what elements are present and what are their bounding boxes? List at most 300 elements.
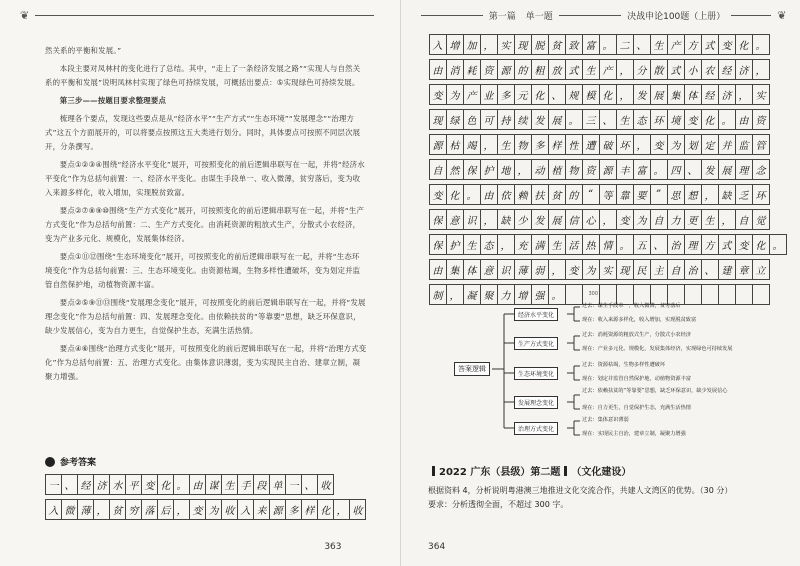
grid-cell: 的: [514, 60, 531, 80]
grid-cell: 、: [650, 235, 667, 255]
step-paragraph: 梳理各个要点，发现这些要点是从“经济水平”“生产方式”“生态环境”“发展理念”“治理方式”这五个方面展开的，可以将要点按照这五大类进行划分。同时，具体要点可按照不同层次展开，分条撰写。: [45, 114, 361, 151]
grid-cell: 源: [497, 60, 514, 80]
summary-paragraph: 本段主要对凤林村的变化进行了总结。其中，“走上了一条经济发展之路”“实现人与自然关系的平衡和发展”说明凤林村实现了绿色可持续发展，可概括出要点：⑤实现绿色可持续发展。: [45, 64, 361, 87]
grid-cell: 化: [158, 475, 174, 495]
grid-cell: 变: [429, 185, 446, 205]
grid-cell: 、: [302, 475, 318, 495]
grid-cell: ，: [735, 85, 752, 105]
grid-cell: 信: [565, 210, 582, 230]
grid-cell: 变: [616, 210, 633, 230]
question-requirement: 要求：分析透彻全面，不超过 300 字。: [428, 500, 569, 509]
grid-cell: ，: [497, 235, 514, 255]
grid-cell: 心: [582, 210, 599, 230]
grid-cell: 展: [548, 210, 565, 230]
grid-cell: 资: [582, 160, 599, 180]
grid-cell: 力: [497, 285, 514, 305]
grid-cell: 集: [667, 85, 684, 105]
header-rule: [731, 15, 771, 16]
diagram-after: 现在：自力更生，自觉保护生态，充满生活热情: [582, 405, 691, 411]
grid-cell: 样: [302, 500, 318, 520]
grid-cell: 展: [650, 85, 667, 105]
grid-cell: 入: [429, 35, 446, 55]
grid-cell: 化: [531, 85, 548, 105]
grid-cell: 贫: [110, 500, 126, 520]
grid-cell: 护: [480, 160, 497, 180]
grid-cell: 化: [701, 110, 718, 130]
grid-cell: 多: [286, 500, 302, 520]
diagram-before: 过去：资源枯竭，生物多样性遭破坏: [582, 362, 666, 368]
grid-cell: 变: [718, 35, 735, 55]
grid-cell: ，: [616, 85, 633, 105]
grid-cell: 经: [78, 475, 94, 495]
grid-cell: 扶: [531, 185, 548, 205]
grid-cell: 资: [752, 110, 769, 130]
grid-cell: 并: [718, 135, 735, 155]
grid-cell: 来: [254, 500, 270, 520]
grid-row: [429, 210, 786, 230]
grid-cell: [752, 285, 769, 305]
step-paragraph: 要点②⑤⑨⑪⑬围绕“发展理念变化”展开，可按照变化的前后逻辑串联写在一起，并将“发展理念变化”作为总括句前置：四、发展理念变化。由依赖扶贫的“等靠要”思想，缺乏环保意识，缺少发展信心，变为自力更生，自觉保护生态，充满生活热情。: [45, 298, 366, 335]
grid-cell: ，: [599, 210, 616, 230]
grid-cell: 活: [565, 235, 582, 255]
question-title-tag: （文化建设）: [571, 467, 632, 478]
grid-cell: 多: [497, 85, 514, 105]
grid-cell: 意: [446, 210, 463, 230]
grid-cell: 保: [429, 235, 446, 255]
grid-cell: 变: [565, 260, 582, 280]
grid-cell: 四: [667, 160, 684, 180]
grid-cell: 。: [718, 110, 735, 130]
grid-cell: 续: [514, 110, 531, 130]
grid-cell: 方: [684, 35, 701, 55]
grid-cell: 多: [531, 135, 548, 155]
grid-cell: 发: [633, 85, 650, 105]
grid-cell: 薄: [514, 260, 531, 280]
grid-cell: 增: [446, 35, 463, 55]
grid-cell: 情: [599, 235, 616, 255]
grid-cell: 源: [270, 500, 286, 520]
grid-cell: 等: [599, 185, 616, 205]
grid-cell: 。: [463, 185, 480, 205]
grid-cell: 。: [174, 475, 190, 495]
grid-cell: 变: [684, 110, 701, 130]
grid-cell: 态: [480, 235, 497, 255]
grid-cell: 农: [701, 60, 718, 80]
grid-cell: 水: [110, 475, 126, 495]
grid-cell: 生: [548, 235, 565, 255]
grid-row: [429, 35, 786, 55]
grid-cell: 规: [565, 85, 582, 105]
grid-cell: 生: [463, 235, 480, 255]
step-paragraph: 要点②⑦⑧⑨⑩围绕“生产方式变化”展开，可按照变化的前后逻辑串联写在一起，并将“生产方式变化”作为总括句前置：二、生产方式变化。由消耗资源的粗放式生产，分散式小农经济，变为产业多元化、规模化，发展集体经济。: [45, 206, 365, 243]
grid-cell: 耗: [463, 60, 480, 80]
grid-cell: ，: [446, 285, 463, 305]
grid-cell: 体: [463, 260, 480, 280]
grid-cell: 经: [718, 60, 735, 80]
diagram-after: 现在：划定并监管自然保护地，动植物资源丰富: [582, 376, 691, 382]
grid-cell: 。: [548, 285, 565, 305]
grid-cell: 环: [752, 185, 769, 205]
left-header: [20, 6, 380, 24]
grid-cell: 脱: [531, 35, 548, 55]
grid-cell: 产: [667, 35, 684, 55]
grid-cell: 源: [429, 135, 446, 155]
grid-cell: 保: [463, 160, 480, 180]
grid-row: [429, 260, 786, 280]
grid-cell: 贫: [548, 35, 565, 55]
grid-cell: 赖: [514, 185, 531, 205]
grid-cell: 要: [633, 185, 650, 205]
grid-cell: 依: [497, 185, 514, 205]
grid-cell: 变: [429, 85, 446, 105]
grid-cell: 济: [735, 60, 752, 80]
grid-cell: 聚: [480, 285, 497, 305]
grid-cell: 念: [752, 160, 769, 180]
step-title: 第三步——按题目要求整理要点: [59, 96, 167, 105]
grid-cell: 生: [222, 475, 238, 495]
grid-cell: 生: [582, 60, 599, 80]
grid-cell: 色: [463, 110, 480, 130]
question-title-main: 2022 广东（县级）第二题: [439, 467, 561, 478]
ornament-icon: ❦: [777, 8, 787, 22]
grid-cell: 济: [94, 475, 110, 495]
grid-cell: 地: [497, 160, 514, 180]
ornament-icon: ❦: [20, 8, 30, 22]
grid-cell: 源: [599, 160, 616, 180]
grid-cell: 然: [446, 160, 463, 180]
step-paragraph: 要点①⑪⑫围绕“生态环境变化”展开，可按照变化的前后逻辑串联写在一起，并将“生态环境变化”作为总括句前置：三、生态环境变化。由资源枯竭，生物多样性遭破坏，变为划定并监管自然保护地，动植物资源丰富。: [45, 252, 361, 289]
grid-row: [429, 85, 786, 105]
grid-cell: 由: [429, 260, 446, 280]
grid-cell: 现: [429, 110, 446, 130]
grid-cell: 化: [318, 500, 334, 520]
page-number-right: 364: [428, 542, 446, 552]
grid-cell: 展: [718, 160, 735, 180]
grid-cell: 为: [633, 210, 650, 230]
grid-cell: 建: [718, 260, 735, 280]
grid-cell: 破: [599, 135, 616, 155]
grid-cell: 、: [548, 85, 565, 105]
grid-cell: 。: [769, 235, 786, 255]
grid-cell: 变: [650, 135, 667, 155]
grid-cell: 自: [429, 160, 446, 180]
grid-cell: 监: [735, 135, 752, 155]
grid-cell: 三: [582, 110, 599, 130]
grid-cell: 发: [531, 210, 548, 230]
grid-cell: 薄: [78, 500, 94, 520]
grid-cell: 一: [46, 475, 62, 495]
grid-cell: ，: [480, 135, 497, 155]
grid-cell: 五: [633, 235, 650, 255]
header-rule: [559, 15, 621, 16]
diagram-branch: 发展理念变化: [514, 396, 558, 409]
grid-cell: 想: [684, 185, 701, 205]
grid-cell: 理: [735, 160, 752, 180]
grid-cell: 治: [667, 235, 684, 255]
grid-cell: 竭: [463, 135, 480, 155]
diagram-after: 现在：实现民主自治，建章立制，凝聚力增强: [582, 431, 686, 437]
diagram-branch: 生产方式变化: [514, 337, 558, 350]
grid-cell: 物: [565, 160, 582, 180]
grid-cell: 产: [463, 85, 480, 105]
grid-cell: 遭: [582, 135, 599, 155]
page-number-left: 363: [324, 542, 342, 552]
answer-grid-left: [45, 474, 366, 520]
grid-cell: ，: [616, 60, 633, 80]
grid-cell: 性: [565, 135, 582, 155]
grid-cell: 境: [667, 110, 684, 130]
grid-cell: 收: [350, 500, 366, 520]
grid-cell: 环: [650, 110, 667, 130]
grid-cell: 化: [735, 35, 752, 55]
grid-cell: 粗: [531, 60, 548, 80]
grid-cell: 识: [463, 210, 480, 230]
grid-cell: 热: [582, 235, 599, 255]
grid-cell: 治: [684, 260, 701, 280]
grid-row: [429, 160, 786, 180]
grid-cell: 微: [62, 500, 78, 520]
grid-cell: 穷: [126, 500, 142, 520]
grid-cell: 化: [752, 235, 769, 255]
grid-cell: 变: [142, 475, 158, 495]
grid-row: [429, 235, 786, 255]
grid-cell: 产: [599, 60, 616, 80]
grid-cell: ，: [752, 60, 769, 80]
grid-row: [429, 110, 786, 130]
grid-cell: 展: [548, 110, 565, 130]
grid-cell: 护: [446, 235, 463, 255]
grid-cell: 满: [531, 235, 548, 255]
question-prompt: 根据资料 4，分析说明粤港澳三地推进文化交流合作，共建人文湾区的优势。（30 分）: [428, 486, 733, 495]
grid-cell: 、: [599, 110, 616, 130]
grid-cell: 民: [633, 260, 650, 280]
left-body: [45, 44, 367, 388]
grid-row: [429, 185, 786, 205]
grid-cell: 式: [565, 60, 582, 80]
grid-cell: 分: [633, 60, 650, 80]
diagram-root: 答案逻辑: [454, 362, 490, 376]
grid-cell: 自: [735, 210, 752, 230]
grid-cell: 生: [701, 210, 718, 230]
grid-cell: ，: [174, 500, 190, 520]
step-paragraph: 要点①②③④围绕“经济水平变化”展开，可按照变化的前后逻辑串联写在一起，并将“经济水平变化”作为总括句前置：一、经济水平变化。由谋生手段单一、收入微薄，贫穷落后，变为收入来源多样化，收入增加，实现脱贫致富。: [45, 160, 365, 197]
grid-cell: 生: [650, 35, 667, 55]
diagram-before: 过去：依赖扶贫的“等靠要”思想，缺乏环保意识，缺少发展信心: [582, 388, 728, 394]
grid-cell: 手: [238, 475, 254, 495]
question-title: [428, 463, 768, 478]
grid-cell: 乏: [735, 185, 752, 205]
grid-cell: 立: [752, 260, 769, 280]
header-rule: [421, 15, 483, 16]
grid-cell: 的: [565, 185, 582, 205]
grid-cell: 化: [599, 85, 616, 105]
header-rule: [35, 15, 374, 16]
bullet-icon: [45, 457, 55, 467]
grid-cell: 式: [718, 235, 735, 255]
grid-cell: 。: [616, 235, 633, 255]
grid-cell: 、: [62, 475, 78, 495]
answer-logic-diagram: [452, 296, 752, 442]
grid-cell: 。: [650, 160, 667, 180]
grid-count: 300: [588, 291, 599, 297]
answer-grid-right: [429, 34, 787, 305]
grid-cell: ，: [548, 260, 565, 280]
grid-cell: ，: [334, 500, 350, 520]
question-block: [428, 463, 768, 512]
grid-cell: 济: [718, 85, 735, 105]
grid-cell: 植: [548, 160, 565, 180]
grid-cell: 管: [752, 135, 769, 155]
grid-cell: ，: [480, 210, 497, 230]
grid-cell: 资: [480, 60, 497, 80]
grid-cell: 散: [650, 60, 667, 80]
grid-cell: 为: [446, 85, 463, 105]
grid-cell: 凝: [463, 285, 480, 305]
header-part: 第一篇: [488, 11, 516, 22]
diagram-before: 过去：消耗资源的粗放式生产，分散式小农经济: [582, 332, 691, 338]
grid-cell: 变: [735, 235, 752, 255]
right-header: [415, 6, 787, 24]
diagram-before: 过去：集体意识薄弱: [582, 417, 629, 423]
grid-cell: 样: [548, 135, 565, 155]
grid-cell: 单: [270, 475, 286, 495]
grid-cell: 收: [318, 475, 334, 495]
grid-cell: 理: [684, 235, 701, 255]
grid-cell: 强: [531, 285, 548, 305]
grid-cell: 加: [463, 35, 480, 55]
grid-cell: 式: [667, 60, 684, 80]
grid-cell: 段: [254, 475, 270, 495]
grid-cell: 体: [684, 85, 701, 105]
grid-cell: 弱: [531, 260, 548, 280]
grid-cell: 枯: [446, 135, 463, 155]
grid-cell: 化: [446, 185, 463, 205]
grid-cell: 为: [582, 260, 599, 280]
grid-cell: 一: [286, 475, 302, 495]
grid-cell: 自: [667, 260, 684, 280]
grid-cell: 思: [667, 185, 684, 205]
grid-cell: 模: [582, 85, 599, 105]
grid-cell: ，: [94, 500, 110, 520]
grid-cell: 增: [514, 285, 531, 305]
diagram-after: 现在：收入来源多样化，收入增加，实现脱贫致富: [582, 317, 697, 323]
grid-cell: ，: [514, 160, 531, 180]
grid-cell: 经: [701, 85, 718, 105]
answer-title: 参考答案: [60, 458, 97, 468]
grid-cell: 致: [565, 35, 582, 55]
grid-cell: 物: [514, 135, 531, 155]
grid-row: [46, 475, 366, 495]
grid-cell: 入: [238, 500, 254, 520]
grid-cell: 可: [480, 110, 497, 130]
grid-cell: ，: [718, 210, 735, 230]
grid-cell: 小: [684, 60, 701, 80]
grid-row: [429, 135, 786, 155]
grid-cell: 意: [480, 260, 497, 280]
grid-cell: 业: [480, 85, 497, 105]
grid-cell: 二: [616, 35, 633, 55]
grid-cell: 动: [531, 160, 548, 180]
grid-cell: 。: [599, 35, 616, 55]
grid-cell: 实: [497, 35, 514, 55]
grid-cell: 后: [158, 500, 174, 520]
grid-cell: 觉: [752, 210, 769, 230]
grid-cell: 更: [684, 210, 701, 230]
grid-cell: ，: [701, 185, 718, 205]
grid-cell: 现: [514, 35, 531, 55]
diagram-after: 现在：产业多元化、规模化，发展集体经济，实现绿色可持续发展: [582, 346, 733, 352]
grid-cell: “: [582, 185, 599, 205]
grid-cell: 富: [582, 35, 599, 55]
grid-cell: ，: [480, 35, 497, 55]
grid-cell: 充: [514, 235, 531, 255]
grid-cell: 落: [142, 500, 158, 520]
grid-cell: 。: [752, 35, 769, 55]
grid-cell: 、: [684, 160, 701, 180]
grid-cell: 消: [446, 60, 463, 80]
grid-cell: 缺: [497, 210, 514, 230]
grid-cell: 式: [701, 35, 718, 55]
header-topic: 单一题: [525, 11, 553, 22]
grid-cell: 发: [701, 160, 718, 180]
grid-cell: 放: [548, 60, 565, 80]
grid-cell: 集: [446, 260, 463, 280]
grid-cell: 实: [752, 85, 769, 105]
grid-cell: 为: [667, 135, 684, 155]
grid-cell: 。: [565, 110, 582, 130]
grid-cell: 发: [531, 110, 548, 130]
diagram-before: 过去：谋生手段单一，收入微薄，贫穷落后: [582, 303, 681, 309]
grid-cell: 实: [599, 260, 616, 280]
grid-cell: 谋: [206, 475, 222, 495]
grid-cell: ”: [650, 185, 667, 205]
grid-cell: 识: [497, 260, 514, 280]
grid-cell: 生: [497, 135, 514, 155]
grid-cell: 由: [190, 475, 206, 495]
grid-cell: 主: [650, 260, 667, 280]
grid-cell: 由: [735, 110, 752, 130]
grid-cell: 贫: [548, 185, 565, 205]
grid-cell: 划: [684, 135, 701, 155]
grid-cell: 为: [206, 500, 222, 520]
grid-cell: 收: [222, 500, 238, 520]
diagram-branch: 治理方式变化: [514, 422, 558, 435]
grid-cell: 力: [667, 210, 684, 230]
grid-cell: 、: [633, 35, 650, 55]
header-book: 决战申论100题（上册）: [627, 11, 726, 22]
grid-cell: 自: [650, 210, 667, 230]
grid-cell: 元: [514, 85, 531, 105]
grid-cell: 、: [701, 260, 718, 280]
diagram-branch: 经济水平变化: [514, 308, 558, 321]
grid-cell: 方: [701, 235, 718, 255]
grid-cell: 靠: [616, 185, 633, 205]
grid-cell: 章: [735, 260, 752, 280]
grid-cell: 制: [429, 285, 446, 305]
grid-cell: 生: [616, 110, 633, 130]
grid-cell: 缺: [718, 185, 735, 205]
grid-cell: ，: [633, 135, 650, 155]
grid-cell: 丰: [616, 160, 633, 180]
answer-heading: [45, 455, 96, 468]
bar-icon: [564, 466, 567, 476]
grid-cell: 绿: [446, 110, 463, 130]
grid-row: [46, 500, 366, 520]
grid-cell: 定: [701, 135, 718, 155]
grid-row: [429, 60, 786, 80]
grid-cell: 入: [46, 500, 62, 520]
diagram-branch: 生态环境变化: [514, 367, 558, 380]
